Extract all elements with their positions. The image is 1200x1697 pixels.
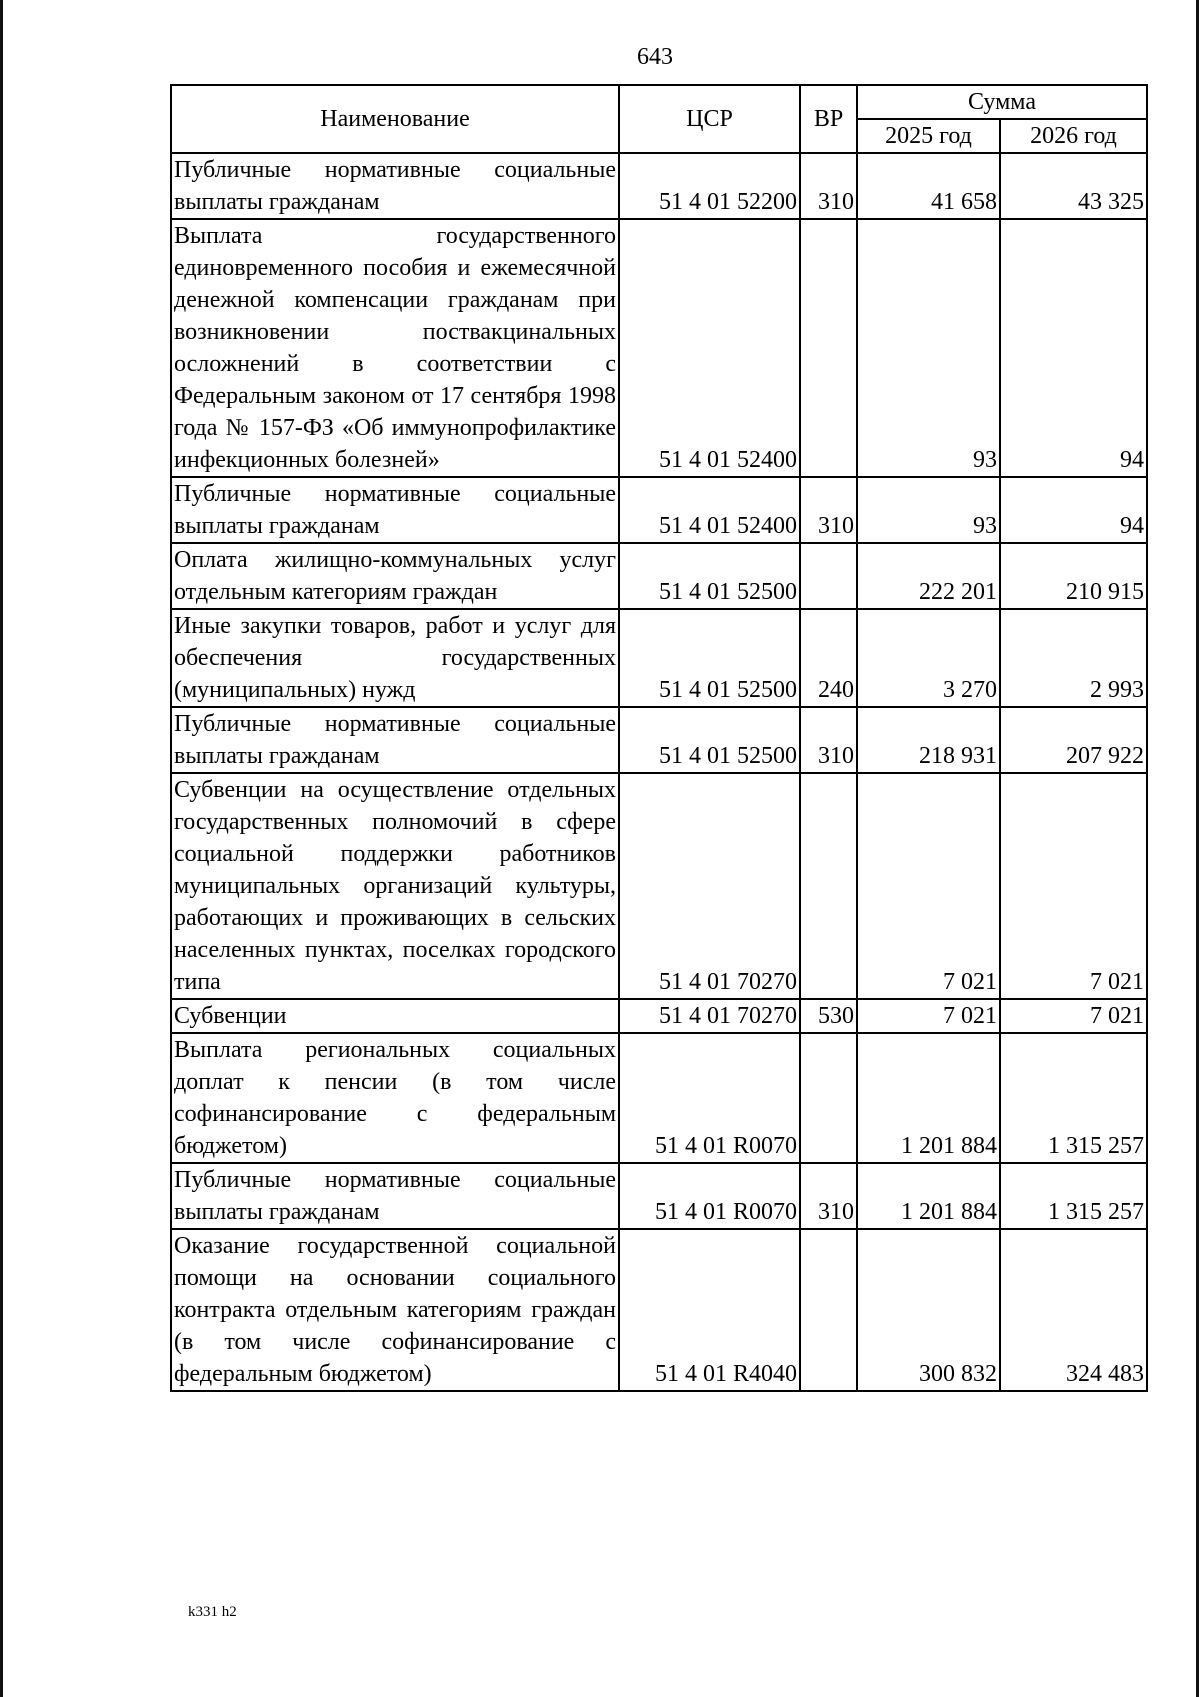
table-row xyxy=(171,1229,1147,1391)
table-header xyxy=(171,85,1147,153)
row-name: Субвенции на осуществление отдельных государственных полномочий в сфере социальной поддержки работников муниципальных организаций культуры, работающих и проживающих в сельских населенных пунктах, поселках городского типа xyxy=(171,773,619,999)
row-name: Оплата жилищно-коммунальных услуг отдельным категориям граждан xyxy=(171,543,619,609)
table-row xyxy=(171,1033,1147,1163)
row-csr: 51 4 01 70270 xyxy=(619,999,800,1033)
row-csr: 51 4 01 R0070 xyxy=(619,1033,800,1163)
row-amount-2026: 1 315 257 xyxy=(1000,1033,1147,1163)
page-number: 643 xyxy=(637,44,673,70)
row-csr: 51 4 01 52500 xyxy=(619,707,800,773)
row-name: Публичные нормативные социальные выплаты гражданам xyxy=(171,1163,619,1229)
row-vr: 310 xyxy=(800,707,857,773)
header-year-2025: 2025 год xyxy=(857,119,1000,153)
header-vr: ВР xyxy=(800,85,857,153)
header-year-2026: 2026 год xyxy=(1000,119,1147,153)
header-row-top xyxy=(171,85,1147,119)
table-row xyxy=(171,773,1147,999)
row-csr: 51 4 01 52500 xyxy=(619,609,800,707)
table-row xyxy=(171,153,1147,219)
row-name: Публичные нормативные социальные выплаты гражданам xyxy=(171,153,619,219)
row-amount-2026: 1 315 257 xyxy=(1000,1163,1147,1229)
table-row xyxy=(171,543,1147,609)
row-amount-2026: 7 021 xyxy=(1000,999,1147,1033)
header-sum: Сумма xyxy=(857,85,1147,119)
row-amount-2026: 324 483 xyxy=(1000,1229,1147,1391)
row-csr: 51 4 01 R0070 xyxy=(619,1163,800,1229)
table-row xyxy=(171,219,1147,477)
row-vr: 240 xyxy=(800,609,857,707)
row-csr: 51 4 01 70270 xyxy=(619,773,800,999)
table-row xyxy=(171,1163,1147,1229)
row-csr: 51 4 01 R4040 xyxy=(619,1229,800,1391)
row-name: Публичные нормативные социальные выплаты гражданам xyxy=(171,707,619,773)
row-amount-2025: 300 832 xyxy=(857,1229,1000,1391)
header-csr: ЦСР xyxy=(619,85,800,153)
row-csr: 51 4 01 52200 xyxy=(619,153,800,219)
table-body xyxy=(171,153,1147,1391)
page-border-left xyxy=(0,0,3,1697)
table-row xyxy=(171,477,1147,543)
row-name: Публичные нормативные социальные выплаты гражданам xyxy=(171,477,619,543)
row-vr: 310 xyxy=(800,1163,857,1229)
row-amount-2026: 94 xyxy=(1000,477,1147,543)
budget-table xyxy=(170,84,1148,1392)
row-name: Выплата региональных социальных доплат к пенсии (в том числе софинансирование с федеральным бюджетом) xyxy=(171,1033,619,1163)
table-row xyxy=(171,609,1147,707)
row-amount-2026: 7 021 xyxy=(1000,773,1147,999)
table-row xyxy=(171,707,1147,773)
row-vr xyxy=(800,219,857,477)
row-amount-2025: 7 021 xyxy=(857,773,1000,999)
row-amount-2025: 1 201 884 xyxy=(857,1163,1000,1229)
row-amount-2026: 43 325 xyxy=(1000,153,1147,219)
row-csr: 51 4 01 52500 xyxy=(619,543,800,609)
row-amount-2025: 3 270 xyxy=(857,609,1000,707)
row-amount-2026: 210 915 xyxy=(1000,543,1147,609)
row-amount-2026: 207 922 xyxy=(1000,707,1147,773)
row-csr: 51 4 01 52400 xyxy=(619,219,800,477)
row-vr xyxy=(800,1033,857,1163)
row-vr xyxy=(800,773,857,999)
row-vr xyxy=(800,543,857,609)
row-vr: 310 xyxy=(800,477,857,543)
row-amount-2026: 94 xyxy=(1000,219,1147,477)
row-amount-2025: 41 658 xyxy=(857,153,1000,219)
row-csr: 51 4 01 52400 xyxy=(619,477,800,543)
row-amount-2026: 2 993 xyxy=(1000,609,1147,707)
row-amount-2025: 218 931 xyxy=(857,707,1000,773)
footer-code: k331 h2 xyxy=(188,1604,237,1620)
row-amount-2025: 7 021 xyxy=(857,999,1000,1033)
row-amount-2025: 222 201 xyxy=(857,543,1000,609)
row-name: Иные закупки товаров, работ и услуг для обеспечения государственных (муниципальных) нужд xyxy=(171,609,619,707)
header-name: Наименование xyxy=(171,85,619,153)
row-name: Выплата государственного единовременного пособия и ежемесячной денежной компенсации гражданам при возникновении поствакцинальных осложнений в соответствии с Федеральным законом от 17 сентября 1998 года № 157-ФЗ «Об иммунопрофилактике инфекционных болезней» xyxy=(171,219,619,477)
row-vr: 530 xyxy=(800,999,857,1033)
table-row xyxy=(171,999,1147,1033)
row-vr: 310 xyxy=(800,153,857,219)
row-amount-2025: 1 201 884 xyxy=(857,1033,1000,1163)
row-vr xyxy=(800,1229,857,1391)
row-name: Оказание государственной социальной помощи на основании социального контракта отдельным категориям граждан (в том числе софинансирование с федеральным бюджетом) xyxy=(171,1229,619,1391)
row-name: Субвенции xyxy=(171,999,619,1033)
row-amount-2025: 93 xyxy=(857,219,1000,477)
row-amount-2025: 93 xyxy=(857,477,1000,543)
page-border-right xyxy=(1196,0,1199,1697)
